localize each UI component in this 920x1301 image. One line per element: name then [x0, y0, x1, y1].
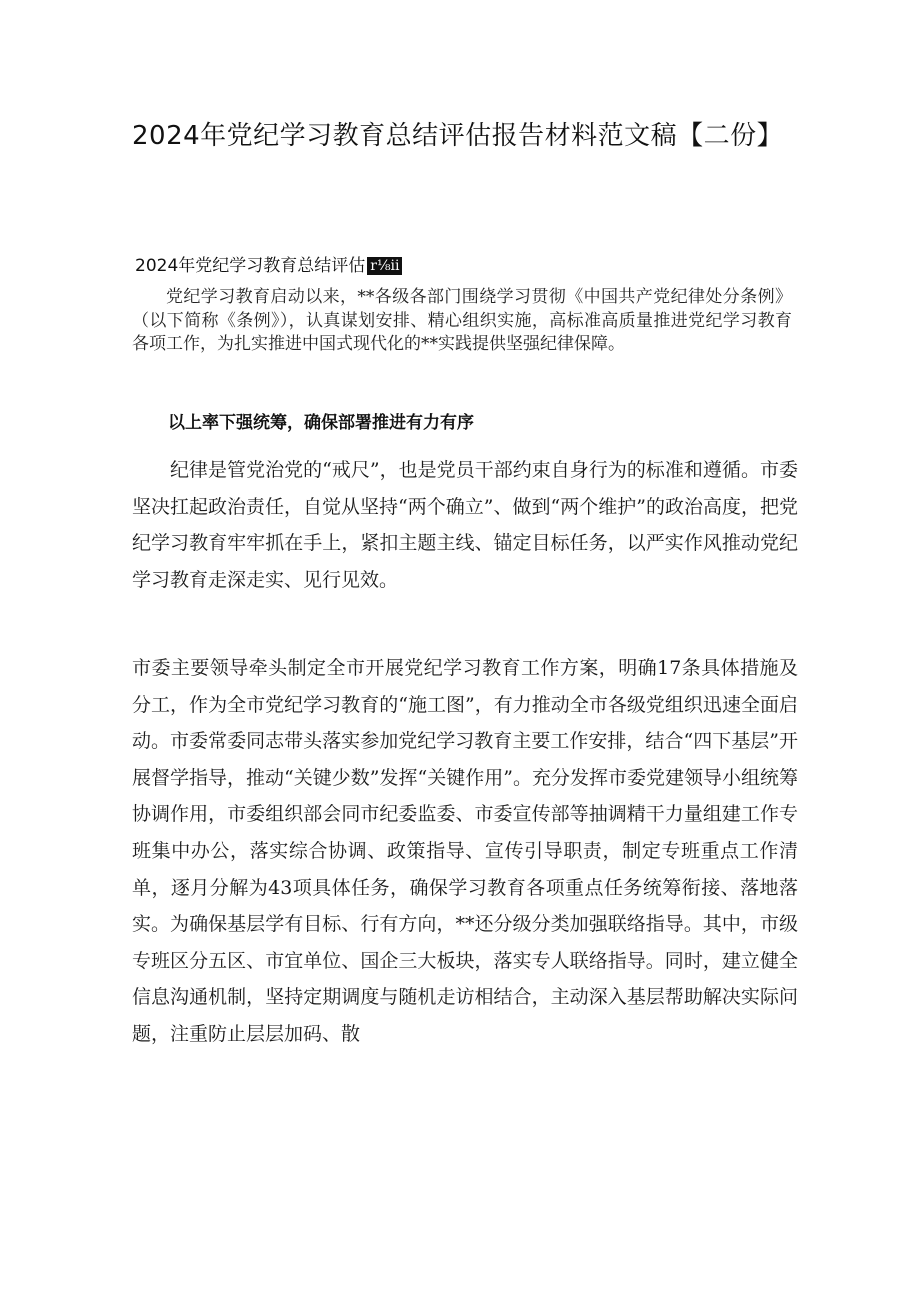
report-subheading-text: 2024年党纪学习教育总结评估	[135, 256, 366, 276]
section-heading: 以上率下强统筹，确保部署推进有力有序	[168, 413, 474, 433]
report-subheading	[135, 254, 402, 278]
subheading-badge: r⅛ii	[367, 257, 402, 275]
intro-paragraph: 党纪学习教育启动以来，**各级各部门围绕学习贯彻《中国共产党纪律处分条例》（以下简称《条例》），认真谋划安排、精心组织实施，高标准高质量推进党纪学习教育各项工作，为扎实推进中国式现代化的**实践提供坚强纪律保障。	[132, 287, 792, 354]
document-title: 2024年党纪学习教育总结评估报告材料范文稿【二份】	[132, 121, 784, 151]
body-paragraph-2: 市委主要领导牵头制定全市开展党纪学习教育工作方案，明确17条具体措施及分工，作为全市党纪学习教育的“施工图”，有力推动全市各级党组织迅速全面启动。市委常委同志带头落实参加党纪学习教育主要工作安排，结合“四下基层”开展督学指导，推动“关键少数”发挥“关键作用”。充分发挥市委党建领导小组统筹协调作用，市委组织部会同市纪委监委、市委宣传部等抽调精干力量组建工作专班集中办公，落实综合协调、政策指导、宣传引导职责，制定专班重点工作清单，逐月分解为43项具体任务，确保学习教育各项重点任务统筹衔接、落地落实。为确保基层学有目标、行有方向，**还分级分类加强联络指导。其中，市级专班区分五区、市宜单位、国企三大板块，落实专人联络指导。同时，建立健全信息沟通机制，坚持定期调度与随机走访相结合，主动深入基层帮助解决实际问题，注重防止层层加码、散	[132, 657, 798, 1045]
body-paragraph-1: 纪律是管党治党的“戒尺”，也是党员干部约束自身行为的标准和遵循。市委坚决扛起政治责任，自觉从坚持“两个确立”、做到“两个维护”的政治高度，把党纪学习教育牢牢抓在手上，紧扣主题主线、锚定目标任务，以严实作风推动党纪学习教育走深走实、见行见效。	[132, 459, 798, 591]
